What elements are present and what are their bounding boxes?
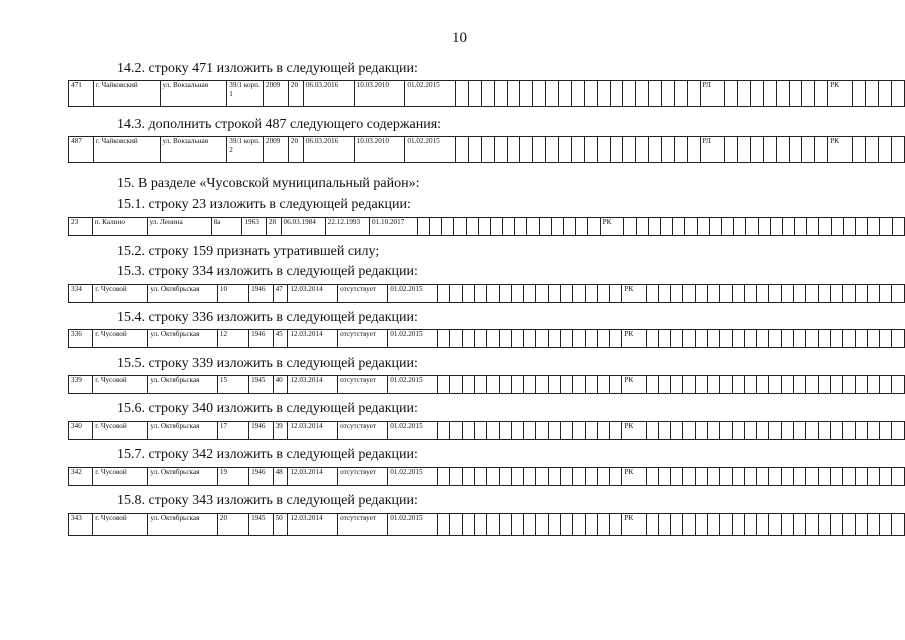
cell-street: ул. Вокзальная [160, 137, 227, 163]
cell-year: 1946 [249, 422, 274, 440]
table-row [68, 375, 905, 394]
cell-num: 23 [69, 218, 93, 236]
cell-house: 39/1 корп. 2 [227, 137, 264, 163]
cell-mark1: РК [622, 376, 646, 394]
section-heading: 15.5. строку 339 изложить в следующей редакции: [117, 356, 418, 371]
cell-date1: 12.03.2014 [288, 422, 338, 440]
cell-year: 1946 [249, 285, 274, 303]
section-heading: 15.3. строку 334 изложить в следующей редакции: [117, 264, 418, 279]
cell-mark1: РЛ [700, 137, 725, 163]
cell-house: 8а [211, 218, 242, 236]
table-row [68, 421, 905, 440]
cell-year: 1946 [249, 330, 274, 348]
cell-date3: 01.02.2015 [388, 285, 438, 303]
cell-num: 343 [69, 514, 93, 536]
cell-date2: 22.12.1993 [325, 218, 369, 236]
cell-house: 39/1 корп. 1 [227, 81, 264, 107]
cell-city: г. Чусовой [93, 285, 148, 303]
cell-street: ул. Октябрьская [148, 376, 218, 394]
cell-date3: 01.02.2015 [388, 422, 438, 440]
section-heading: 15.6. строку 340 изложить в следующей редакции: [117, 401, 418, 416]
cell-date3: 01.02.2015 [405, 137, 456, 163]
cell-city: г. Чусовой [93, 468, 148, 486]
cell-date1: 12.03.2014 [288, 330, 338, 348]
table-row [68, 329, 905, 348]
cell-city: г. Чусовой [93, 514, 148, 536]
cell-mark1: РК [622, 285, 646, 303]
cell-percent: 39 [273, 422, 288, 440]
section-heading: 14.2. строку 471 изложить в следующей редакции: [117, 61, 418, 76]
cell-street: ул. Ленина [147, 218, 211, 236]
page-number: 10 [452, 30, 467, 46]
cell-num: 342 [69, 468, 93, 486]
cell-city: г. Чусовой [93, 422, 148, 440]
cell-date3: 01.02.2015 [388, 376, 438, 394]
section-heading: 15.7. строку 342 изложить в следующей редакции: [117, 447, 418, 462]
cell-house: 20 [217, 514, 248, 536]
cell-date1: 06.03.1984 [281, 218, 325, 236]
cell-date1: 12.03.2014 [288, 514, 338, 536]
cell-house: 19 [217, 468, 248, 486]
cell-city: г. Чусовой [93, 376, 148, 394]
cell-date3: 01.10.2017 [369, 218, 417, 236]
cell-street: ул. Октябрьская [148, 422, 218, 440]
table-row [68, 136, 905, 163]
cell-percent: 45 [273, 330, 288, 348]
cell-year: 1946 [249, 468, 274, 486]
cell-date3: 01.02.2015 [405, 81, 456, 107]
cell-house: 17 [217, 422, 248, 440]
cell-percent: 20 [288, 81, 303, 107]
section-heading: 15.4. строку 336 изложить в следующей редакции: [117, 310, 418, 325]
cell-mark1: РК [622, 468, 646, 486]
cell-date2: отсутствует [338, 376, 388, 394]
cell-year: 1945 [249, 376, 274, 394]
cell-city: п. Калино [92, 218, 147, 236]
cell-date2: отсутствует [338, 330, 388, 348]
cell-date3: 01.02.2015 [388, 468, 438, 486]
section-heading: 15.2. строку 159 признать утратившей силу; [117, 244, 380, 259]
table-row [68, 217, 905, 236]
cell-house: 15 [217, 376, 248, 394]
table-row [68, 284, 905, 303]
section-heading: 15.8. строку 343 изложить в следующей редакции: [117, 493, 418, 508]
cell-year: 2009 [263, 137, 288, 163]
cell-percent: 50 [273, 514, 288, 536]
table-row [68, 513, 905, 536]
cell-percent: 40 [273, 376, 288, 394]
cell-percent: 28 [266, 218, 281, 236]
cell-date1: 12.03.2014 [288, 285, 338, 303]
cell-mark1: РК [622, 514, 646, 536]
cell-num: 471 [69, 81, 94, 107]
cell-percent: 20 [288, 137, 303, 163]
cell-date1: 06.03.2016 [303, 81, 354, 107]
cell-mark2: РК [828, 137, 853, 163]
cell-date1: 06.03.2016 [303, 137, 354, 163]
cell-street: ул. Октябрьская [148, 514, 218, 536]
cell-year: 2009 [263, 81, 288, 107]
cell-city: г. Чусовой [93, 330, 148, 348]
cell-city: г. Чайковский [93, 137, 160, 163]
cell-num: 339 [69, 376, 93, 394]
cell-mark1: РЛ [700, 81, 725, 107]
cell-mark1: РК [622, 422, 646, 440]
cell-house: 10 [217, 285, 248, 303]
cell-street: ул. Вокзальная [160, 81, 227, 107]
cell-street: ул. Октябрьская [148, 285, 218, 303]
cell-date2: отсутствует [338, 422, 388, 440]
table-row [68, 467, 905, 486]
cell-date2: 10.03.2010 [354, 81, 405, 107]
cell-num: 340 [69, 422, 93, 440]
cell-date2: отсутствует [338, 468, 388, 486]
cell-year: 1963 [242, 218, 266, 236]
cell-date1: 12.03.2014 [288, 376, 338, 394]
cell-date1: 12.03.2014 [288, 468, 338, 486]
cell-num: 487 [69, 137, 94, 163]
cell-house: 12 [217, 330, 248, 348]
cell-year: 1945 [249, 514, 274, 536]
section-heading: 15. В разделе «Чусовской муниципальный район»: [117, 176, 420, 191]
cell-street: ул. Октябрьская [148, 468, 218, 486]
cell-num: 334 [69, 285, 93, 303]
cell-date3: 01.02.2015 [388, 514, 438, 536]
cell-mark2: РК [828, 81, 853, 107]
cell-mark1: РК [600, 218, 624, 236]
cell-num: 336 [69, 330, 93, 348]
cell-mark1: РК [622, 330, 646, 348]
cell-percent: 47 [273, 285, 288, 303]
cell-street: ул. Октябрьская [148, 330, 218, 348]
cell-date2: отсутствует [338, 514, 388, 536]
cell-percent: 48 [273, 468, 288, 486]
table-row [68, 80, 905, 107]
cell-date2: отсутствует [338, 285, 388, 303]
cell-date3: 01.02.2015 [388, 330, 438, 348]
section-heading: 15.1. строку 23 изложить в следующей редакции: [117, 197, 411, 212]
cell-city: г. Чайковский [93, 81, 160, 107]
section-heading: 14.3. дополнить строкой 487 следующего содержания: [117, 117, 442, 132]
cell-date2: 10.03.2010 [354, 137, 405, 163]
